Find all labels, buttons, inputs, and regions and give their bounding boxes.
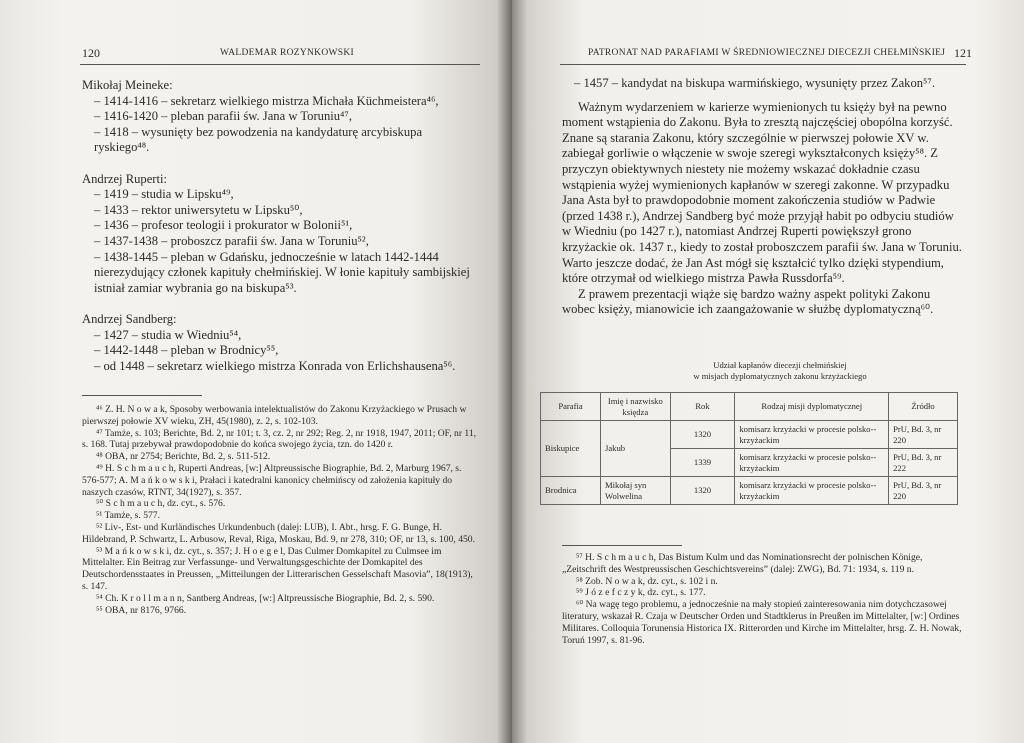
list-item: – 1419 – studia w Lipsku⁴⁹, [94, 187, 234, 202]
footnotes [82, 404, 480, 616]
column-header: Źródło [889, 393, 958, 421]
list-item: – 1418 – wysunięty bez powodzenia na kandydaturę arcybiskupa ryskiego⁴⁸. [94, 124, 423, 155]
footnote: ⁵⁷ H. S c h m a u c h, Das Bistum Kulm und das Nominationsrecht der polnischen Könige, „Zeitschrift des Westpreussischen Geschichtsvereins” (dalej: ZWG), Bd. 71: 1934, s. 119 n. [562, 552, 923, 575]
cell-source: PrU, Bd. 3, nr 220 [889, 421, 958, 449]
body-text [562, 76, 966, 318]
footnote: ⁵¹ Tamże, s. 577. [96, 510, 160, 522]
footnote: ⁵⁵ OBA, nr 8176, 9766. [96, 604, 187, 616]
list-item: – 1457 – kandydat na biskupa warmińskiego, wysunięty przez Zakon⁵⁷. [574, 76, 935, 90]
cell-parish: Biskupice [541, 421, 601, 477]
page-number: 120 [82, 46, 100, 60]
list-item: – od 1448 – sekretarz wielkiego mistrza Konrada von Erlichshausena⁵⁶. [94, 358, 456, 373]
cell-priest: Jakub [601, 421, 671, 477]
cell-year: 1320 [670, 477, 735, 505]
footnote: ⁴⁸ OBA, nr 2754; Berichte, Bd. 2, s. 511-512. [96, 451, 271, 463]
list-item: – 1433 – rektor uniwersytetu w Lipsku⁵⁰, [94, 202, 303, 217]
body-text [82, 78, 480, 374]
cell-year: 1320 [670, 421, 735, 449]
paragraph: Ważnym wydarzeniem w karierze wymienionych tu księży był na pewno moment wstąpienia do Zakonu. Była to zresztą najczęściej obopólna korzyść. Znane są starania Zakonu, który szczególnie w pierwszej połowie XV w. zabiegał gorliwie o włączenie w swoje szeregi wykształconych księży⁵⁸. Z przyczyn obiektywnych niestety nie możemy wskazać dokładnie czasu wstąpienia wyżej wymienionych kapłanów w szeregi zakonne. W przypadku Jana Asta był to prawdopodobnie moment zakończenia studiów w Padwie (przed 1438 r.), Andrzej Sandberg być może przyjął habit po odbyciu studiów w Wiedniu (po 1427 r.), natomiast Andrzej Ruperti powiększył grono krzyżackie ok. 1437 r., kiedy to został proboszczem parafii św. Jana w Toruniu. Warto jeszcze dodać, że Jan Ast mógł się kształcić tylko dzięki stypendium, które otrzymał od wielkiego mistrza Pawła Russdorfa⁵⁹. [562, 99, 962, 286]
cell-mission: komisarz krzyżacki w procesie polsko--krzyżackim [735, 477, 889, 505]
person-heading: Mikołaj Meineke: [82, 78, 173, 92]
caption-line: Udział kapłanów diecezji chełmińskiej [713, 360, 847, 370]
cell-parish: Brodnica [541, 477, 601, 505]
list-item: – 1442-1448 – pleban w Brodnicy⁵⁵, [94, 343, 279, 358]
header-rule [80, 64, 480, 65]
table-row [541, 477, 958, 505]
footnote: ⁴⁷ Tamże, s. 103; Berichte, Bd. 2, nr 101; t. 3, cz. 2, nr 292; Reg. 2, nr 1918, 1947, 2011; OF, nr 11, s. 168. Tutaj przebywał prawdopodobnie do końca swojego życia, tzn. do 1420 r. [82, 427, 477, 451]
footnotes [562, 552, 966, 646]
footnote: ⁵⁴ Ch. K r o l l m a n n, Santberg Andreas, [w:] Altpreussische Biographie, Bd. 2, s. 590. [96, 592, 435, 604]
footnote: ⁵⁹ J ó z e f c z y k, dz. cyt., s. 177. [576, 587, 706, 599]
list-item: – 1427 – studia w Wiedniu⁵⁴, [94, 327, 242, 342]
footnote: ⁵² Liv-, Est- und Kurländisches Urkundenbuch (dalej: LUB), I. Abt., hrsg. F. G. Bunge, H. Hildebrand, P. Schwartz, L. Arbusow, Reval, Riga, Moskau, Bd. 9, nr 278, 310; OF, nr 13, s. 100, 450. [82, 521, 475, 545]
column-header: Rok [670, 393, 735, 421]
running-head: WALDEMAR ROZYNKOWSKI [220, 48, 354, 58]
footnote: ⁵⁸ Zob. N o w a k, dz. cyt., s. 102 i n. [576, 575, 718, 587]
footnote: ⁶⁰ Na wagę tego problemu, a jednocześnie na mały stopień zainteresowania nim dotychczasowej literatury, wskazał R. Czaja w Deutscher Orden und Stadtklerus in Preußen im Mittelalter, [w:] Ordines Militares. Colloquia Torunensia Historica IX. Ritterorden und Kirche im Mittelalter, hrsg. Z. H. Nowak, Toruń 1997, s. 81-96. [562, 599, 962, 646]
person-heading: Andrzej Sandberg: [82, 311, 177, 326]
list-item: – 1416-1420 – pleban parafii św. Jana w Toruniu⁴⁷, [94, 109, 352, 124]
cell-mission: komisarz krzyżacki w procesie polsko--krzyżackim [735, 449, 889, 477]
column-header: Imię i nazwisko księdza [601, 393, 671, 421]
cell-year: 1339 [670, 449, 735, 477]
table-caption [620, 360, 940, 382]
list-item: – 1436 – profesor teologii i prokurator w Bolonii⁵¹, [94, 218, 353, 233]
footnote-rule [562, 545, 682, 546]
cell-priest: Mikołaj syn Wolwelina [601, 477, 671, 505]
footnote: ⁵³ M a ń k o w s k i, dz. cyt., s. 357; J. H o e g e l, Das Culmer Domkapitel zu Culmsee im Mittelalter. Ein Beitrag zur Verfassunge- und Verwaltungsgeschichte der Domkapitel des Deutschordensstaates in Preussen, „Mitteilungen der Litterarischen Gesselschaft Masovia”, 18(1913), s. 147. [82, 545, 473, 592]
caption-line: w misjach dyplomatycznych zakonu krzyżackiego [693, 371, 867, 381]
page-number: 121 [954, 46, 972, 60]
cell-mission: komisarz krzyżacki w procesie polsko--krzyżackim [735, 421, 889, 449]
running-head: PATRONAT NAD PARAFIAMI W ŚREDNIOWIECZNEJ DIECEZJI CHEŁMIŃSKIEJ [588, 48, 946, 58]
missions-table [540, 392, 958, 505]
column-header: Parafia [541, 393, 601, 421]
footnote: ⁵⁰ S c h m a u c h, dz. cyt., s. 576. [96, 498, 226, 510]
list-item: – 1414-1416 – sekretarz wielkiego mistrza Michała Küchmeistera⁴⁶, [94, 93, 439, 108]
table-row [541, 421, 958, 449]
footnote-rule [82, 395, 202, 396]
list-item: – 1437-1438 – proboszcz parafii św. Jana w Toruniu⁵², [94, 233, 369, 248]
paragraph: Z prawem prezentacji wiąże się bardzo ważny aspekt polityki Zakonu wobec księży, mianowicie ich zaangażowanie w służbę dyplomatyczną⁶⁰. [562, 286, 934, 317]
cell-source: PrU, Bd. 3, nr 220 [889, 477, 958, 505]
person-heading: Andrzej Ruperti: [82, 171, 167, 186]
footnote: ⁴⁶ Z. H. N o w a k, Sposoby werbowania intelektualistów do Zakonu Krzyżackiego w Prusach w pierwszej połowie XV wieku, ZH, 45(1980), z. 2, s. 102-103. [82, 404, 467, 427]
footnote: ⁴⁹ H. S c h m a u c h, Ruperti Andreas, [w:] Altpreussische Biographie, Bd. 2, Marburg 1967, s. 576-577; A. M a ń k o w s k i, Prałaci i katedralni kanonicy chełmińscy od założenia kapituły do naszych czasów, RTNT, 34(1927), s. 357. [82, 462, 462, 498]
table-header-row [541, 393, 958, 421]
cell-source: PrU, Bd. 3, nr 222 [889, 449, 958, 477]
list-item: – 1438-1445 – pleban w Gdańsku, jednocześnie w latach 1442-1444 nierezydujący członek kapituły chełmińskiej. W łonie kapituły sambijskiej istniał zamiar wybrania go na biskupa⁵³. [94, 249, 470, 295]
column-header: Rodzaj misji dyplomatycznej [735, 393, 889, 421]
header-rule [560, 64, 966, 65]
